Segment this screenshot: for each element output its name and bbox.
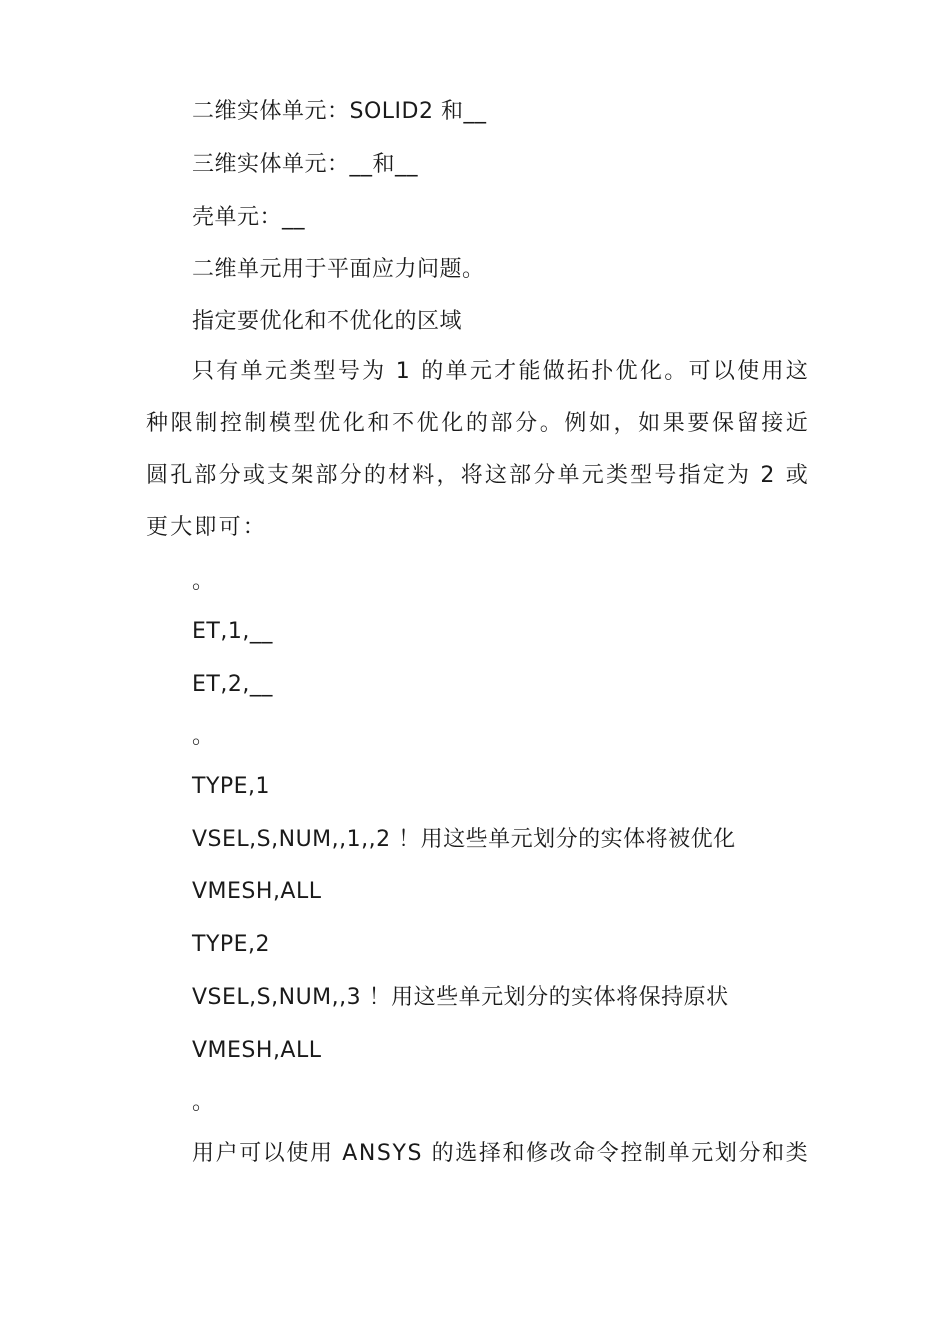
trailing-paragraph-start: 用户可以使用 ANSYS 的选择和修改命令控制单元划分和类: [192, 1141, 810, 1166]
code-line: 。: [192, 1090, 215, 1115]
code-line: TYPE,2: [192, 932, 271, 957]
code-line: VMESH,ALL: [192, 1038, 322, 1063]
code-line: VMESH,ALL: [192, 879, 322, 904]
code-line: ET,2,__: [192, 672, 273, 697]
code-line: VSEL,S,NUM,,3 ！用这些单元划分的实体将保持原状: [192, 985, 729, 1010]
code-line: 。: [192, 724, 215, 749]
code-line: 。: [192, 569, 215, 594]
section-heading: 指定要优化和不优化的区域: [192, 309, 463, 334]
body-paragraph: 只有单元类型号为 1 的单元才能做拓扑优化。可以使用这种限制控制模型优化和不优化的部分。例如，如果要保留接近圆孔部分或支架部分的材料，将这部分单元类型号指定为 2 或更大即可：: [146, 359, 810, 540]
text-line-2d-solid: 二维实体单元：SOLID2 和__: [192, 99, 487, 124]
code-line: TYPE,1: [192, 774, 271, 799]
text-line-shell: 壳单元：__: [192, 205, 306, 230]
text-line-3d-solid: 三维实体单元：__和__: [192, 152, 419, 177]
code-line: VSEL,S,NUM,,1,,2 ！用这些单元划分的实体将被优化: [192, 827, 736, 852]
text-line-plane-stress: 二维单元用于平面应力问题。: [192, 257, 485, 282]
code-line: ET,1,__: [192, 619, 273, 644]
